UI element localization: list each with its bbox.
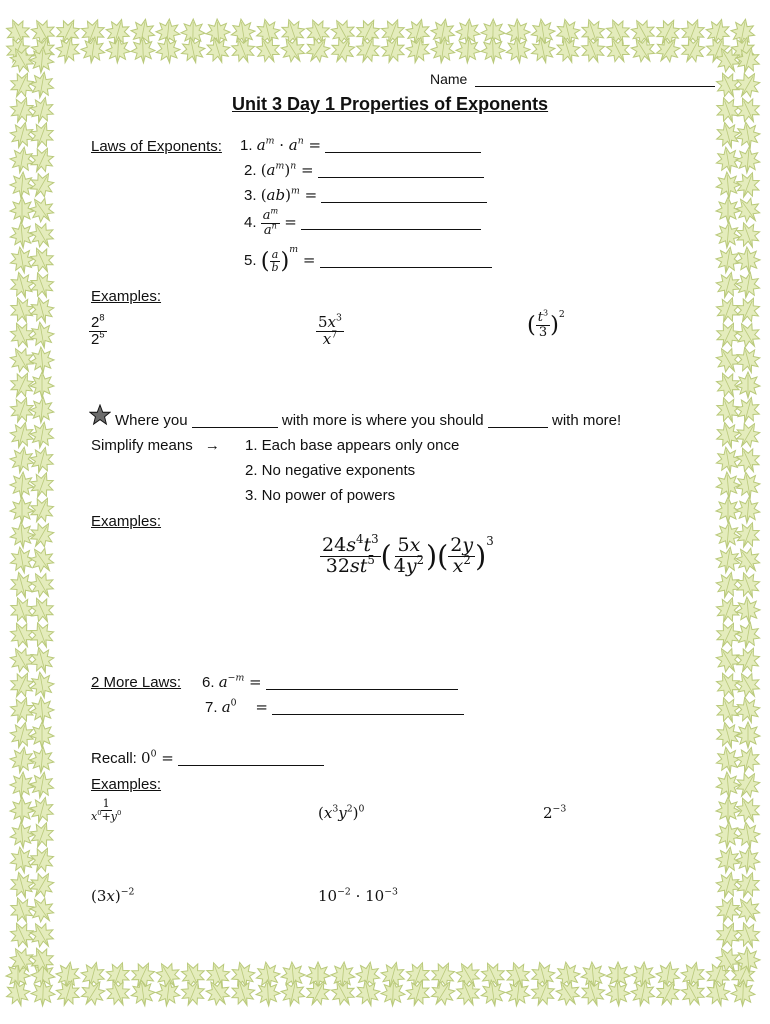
examples-heading-1: Examples: xyxy=(91,288,162,305)
page-title: Unit 3 Day 1 Properties of Exponents xyxy=(232,94,549,114)
law-6: 6. $a^{-m}$ = xyxy=(202,673,458,691)
law-6-blank[interactable] xyxy=(266,673,458,690)
star-icon xyxy=(89,404,111,426)
example-2: $\frac{24s^4t^3}{32st^5}$ ( $\frac{5x}{4y^2}$ )( $\frac{2y}{x^2}$ )$^3$ xyxy=(322,531,494,577)
recall-blank[interactable] xyxy=(178,749,324,766)
law-3: 3. (ab)$^m$ = xyxy=(244,186,487,204)
law-2-blank[interactable] xyxy=(318,161,484,178)
laws-heading: Laws of Exponents: xyxy=(91,138,222,155)
example-3d: $(3x)^{-2}$ xyxy=(91,886,135,905)
law-5: 5. ( $\frac{a}{b}$ )$^m$ = xyxy=(244,248,492,274)
law-1: 1. $a^m \cdot a^n$ = xyxy=(240,136,481,154)
note-blank-1[interactable] xyxy=(192,411,278,428)
simplify-label: Simplify means → xyxy=(91,437,220,454)
example-1b: $\frac{5x^3}{x^7}$ xyxy=(318,312,342,348)
name-label: Name xyxy=(430,71,468,87)
simplify-rule-3: 3. No power of powers xyxy=(245,487,396,504)
examples-heading-3: Examples: xyxy=(91,776,162,793)
example-3b: $(x^3y^2)^0$ xyxy=(318,803,365,822)
simplify-rule-2: 2. No negative exponents xyxy=(245,462,416,479)
name-blank[interactable] xyxy=(475,70,715,87)
note-blank-2[interactable] xyxy=(488,411,548,428)
recall-row: Recall: $0^0$ = xyxy=(91,749,324,767)
law-4-blank[interactable] xyxy=(301,213,481,230)
law-4: 4. $\frac{a^m}{a^n}$ = xyxy=(244,209,481,237)
more-laws-heading: 2 More Laws: xyxy=(91,674,182,691)
law-7: 7. $a^0$ = xyxy=(205,698,464,716)
example-3e: $10^{-2} \cdot 10^{-3}$ xyxy=(318,886,398,905)
law-7-blank[interactable] xyxy=(272,698,464,715)
example-1c: ( $\frac{t^3}{3}$ )$^2$ xyxy=(527,308,565,340)
law-5-blank[interactable] xyxy=(320,251,492,268)
example-3c: $2^{-3}$ xyxy=(543,803,567,822)
law-2: 2. $(a^m)^n$ = xyxy=(244,161,484,179)
example-1a: $\frac{2^8}{2^5}$ xyxy=(91,312,105,348)
law-3-blank[interactable] xyxy=(321,186,487,203)
star-note: Where you with more is where you should with more! xyxy=(115,412,622,429)
name-field-row xyxy=(430,70,715,87)
example-3a: $\frac{1}{x^0+y^0}$ xyxy=(91,797,122,823)
examples-heading-2: Examples: xyxy=(91,513,162,530)
arrow-icon: → xyxy=(204,437,220,454)
law-1-blank[interactable] xyxy=(325,136,481,153)
simplify-rule-1: 1. Each base appears only once xyxy=(245,437,460,454)
